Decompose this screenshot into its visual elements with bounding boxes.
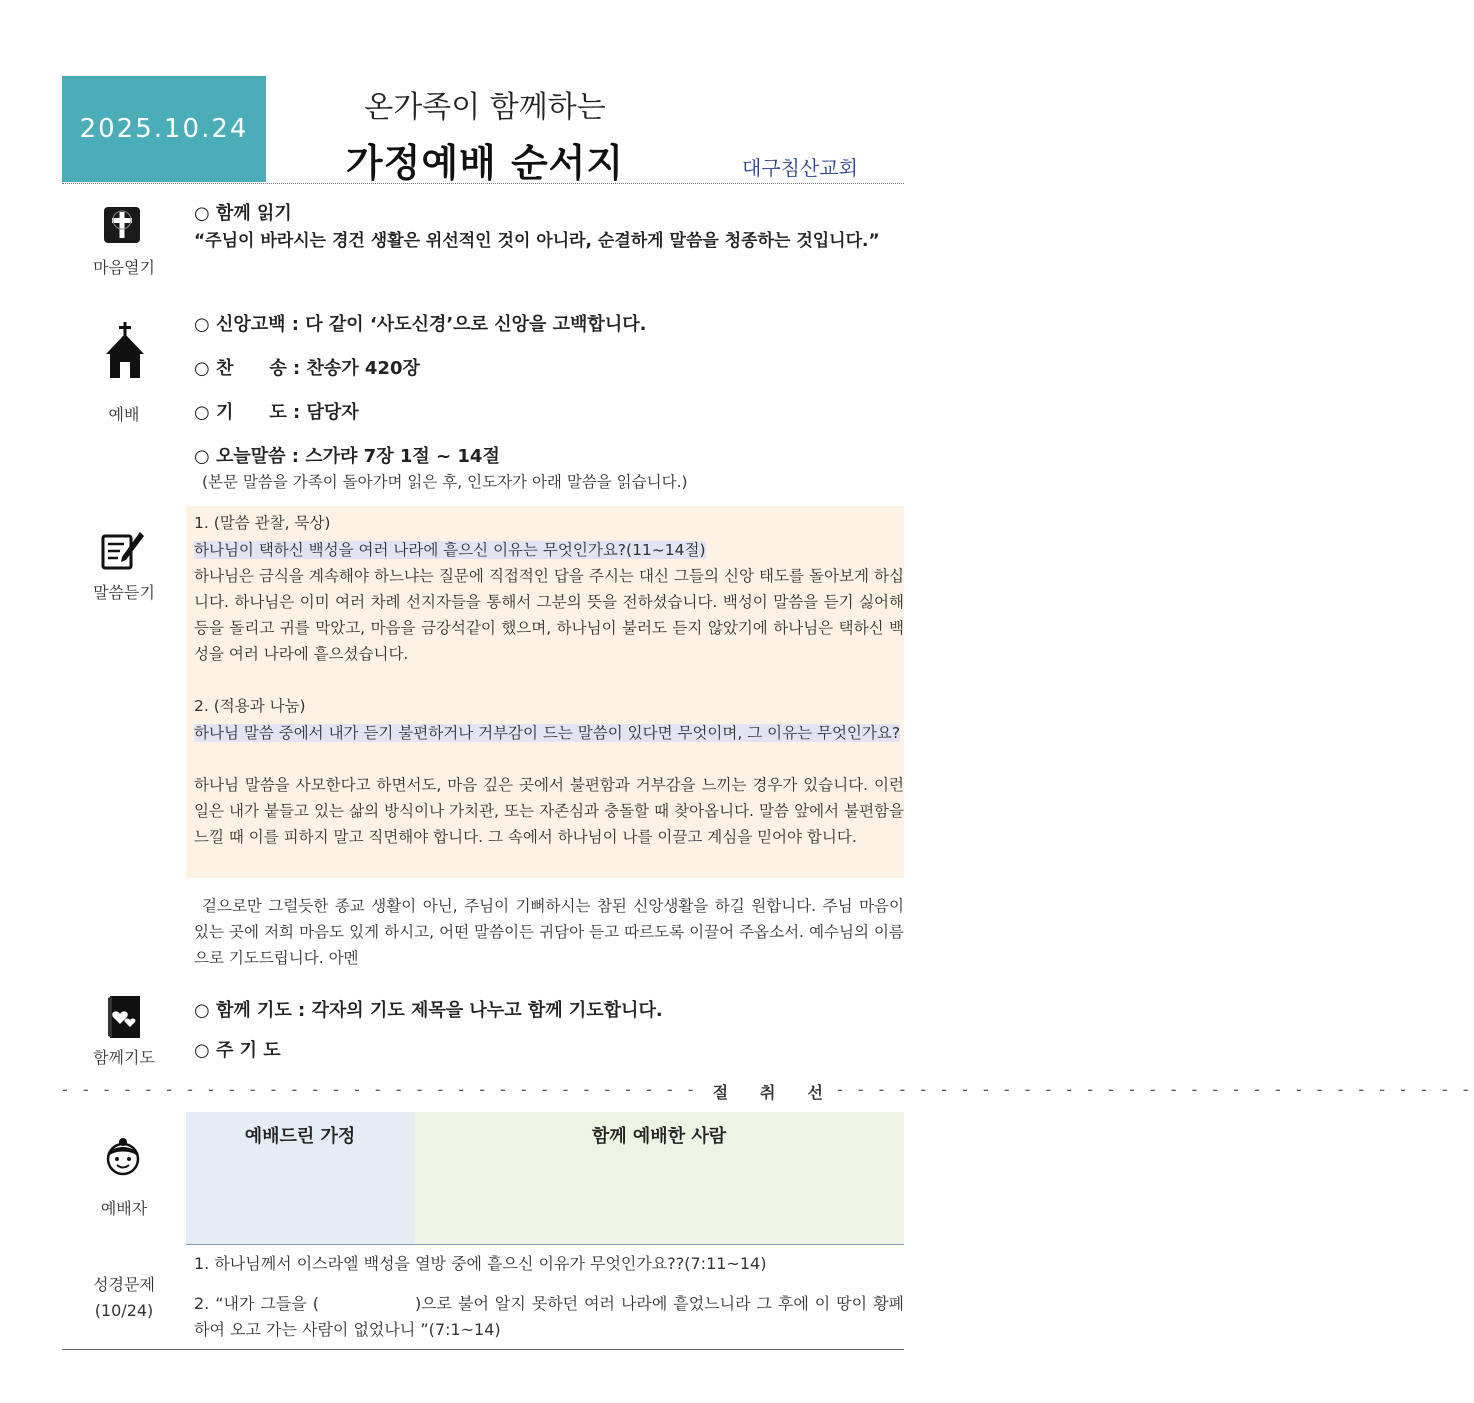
header-divider [62,183,904,184]
quiz-label [62,1272,186,1324]
cut-line-label: 절 취 선 [712,1083,823,1102]
section-label-pray-together: 함께기도 [93,1048,155,1067]
cross-book-icon [102,205,142,249]
heart-card-icon [106,994,142,1044]
church-icon [104,322,146,384]
read-together-heading: ○ 함께 읽기 [194,203,292,224]
read-together-quote: “주님이 바라시는 경건 생활은 위선적인 것이 아니라, 순결하게 말씀을 청종하는 것입니다.” [194,231,880,251]
table-header-family: 예배드린 가정 [186,1112,414,1159]
table-bottom-rule [186,1244,904,1245]
closing-prayer: 겉으로만 그럴듯한 종교 생활이 아닌, 주님이 기뻐하시는 참된 신앙생활을 하길 원합니다. 주님 마음이 있는 곳에 저희 마음도 있게 하시고, 어떤 말씀이든 귀담아 듣고 따르도록 이끌어 주옵소서. 예수님의 이름으로 기도드립니다. 아멘 [194,897,904,967]
quiz-label-title: 성경문제 [93,1275,155,1294]
part2-body: 하나님 말씀을 사모한다고 하면서도, 마음 깊은 곳에서 불편함과 거부감을 느끼는 경우가 있습니다. 이런 일은 내가 붙들고 있는 삶의 방식이나 가치관, 또는 자존심과 충돌할 때 찾아옵니다. 말씀 앞에서 불편함을 느낄 때 이를 피하지 말고 직면해야 합니다. 그 속에서 하나님이 나를 이끌고 계심을 믿어야 합니다. [194,776,904,846]
section-label-open-heart: 마음열기 [93,258,155,277]
table-cell-family[interactable] [186,1158,414,1244]
together-prayer-line: ○ 함께 기도 : 각자의 기도 제목을 나누고 함께 기도합니다. [194,1000,663,1021]
quiz-question-1: 1. 하나님께서 이스라엘 백성을 열방 중에 흩으신 이유가 무엇인가요??(7:11~14) [194,1254,767,1273]
part1-title: 1. (말씀 관찰, 묵상) [194,514,331,532]
part1-question [194,537,904,563]
part2-title: 2. (적용과 나눔) [194,697,306,715]
quiz-question-2 [194,1291,904,1343]
section-label-worship: 예배 [108,405,140,424]
date-text: 2025.10.24 [79,114,249,144]
pen-note-icon [100,530,146,576]
part2-question [194,720,904,746]
part1-question-text: 하나님이 택하신 백성을 여러 나라에 흩으신 이유는 무엇인가요?(11~14절) [194,541,706,559]
page-title: 가정예배 순서지 [345,141,625,185]
worshipper-table [186,1112,904,1244]
lords-prayer-line: ○ 주 기 도 [194,1040,281,1061]
quiz-q2-end: )으로 불어 알지 못하던 여러 나라에 흩었느니라 그 후에 이 땅이 황폐하여 오고 가는 사람이 없었나니 ”(7:1~14) [194,1294,904,1339]
scripture-line: ○ 오늘말씀 : 스가랴 7장 1절 ~ 14절 [194,446,500,467]
creed-line: ○ 신앙고백 : 다 같이 ‘사도신경’으로 신앙을 고백합니다. [194,314,647,335]
cut-line [62,1080,1474,1103]
quiz-label-date: (10/24) [94,1301,154,1320]
table-header-people: 함께 예배한 사람 [414,1112,904,1159]
quiz-q2-start: 2. “내가 그들을 ( [194,1294,319,1313]
date-badge [62,76,266,182]
cut-dashes-left: - - - - - - - - - - - - - - - - - - - - - - - - - - - - - - - [62,1080,699,1099]
cut-dashes-right: - - - - - - - - - - - - - - - - - - - - - - - - - - - - - - - [836,1080,1474,1099]
hymn-line: ○ 찬 송 : 찬송가 420장 [194,358,420,379]
footer-rule [62,1349,904,1350]
part2-question-text: 하나님 말씀 중에서 내가 듣기 불편하거나 거부감이 드는 말씀이 있다면 무엇이며, 그 이유는 무엇인가요? [194,724,901,742]
prayer-line: ○ 기 도 : 담당자 [194,402,359,423]
reading-note: (본문 말씀을 가족이 돌아가며 읽은 후, 인도자가 아래 말씀을 읽습니다.) [202,473,688,491]
church-name: 대구침산교회 [742,156,858,180]
title-line1: 온가족이 함께하는 [364,90,606,125]
table-cell-people[interactable] [414,1158,904,1244]
section-label-worshipper: 예배자 [100,1199,148,1218]
person-face-icon [104,1138,142,1182]
part1-body: 하나님은 금식을 계속해야 하느냐는 질문에 직접적인 답을 주시는 대신 그들의 신앙 태도를 돌아보게 하십니다. 하나님은 이미 여러 차례 선지자들을 통해서 그분의 뜻을 전하셨습니다. 백성이 말씀을 듣기 싫어해 등을 돌리고 귀를 막았고, 마음을 금강석같이 했으며, 하나님이 불러도 듣지 않았기에 하나님은 택하신 백성을 여러 나라에 흩으셨습니다. [194,567,904,663]
section-label-listen: 말씀듣기 [93,583,155,602]
